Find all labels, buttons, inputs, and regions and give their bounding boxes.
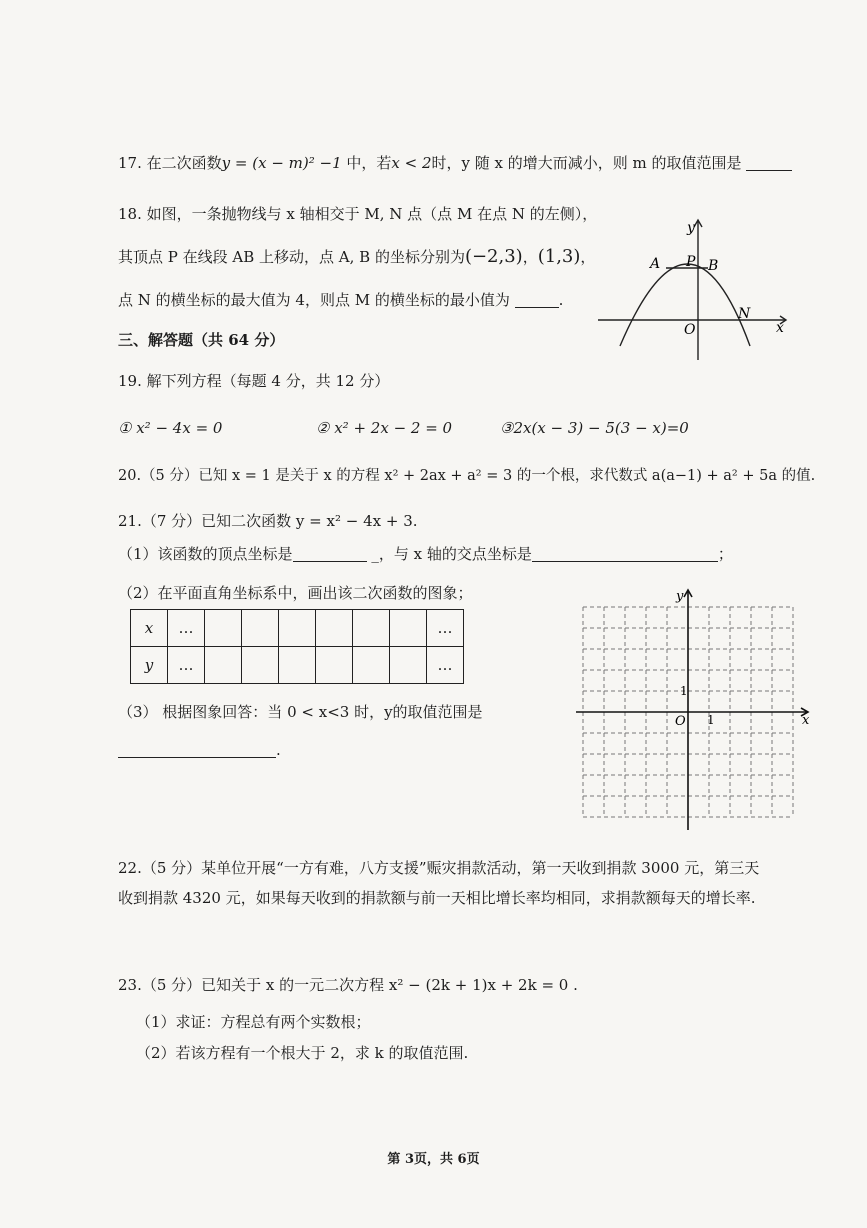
q18-line3 xyxy=(118,290,563,310)
q21-range-blank xyxy=(118,743,276,758)
q21-part2: （2）在平面直角坐标系中，画出该二次函数的图象； xyxy=(118,584,473,602)
section-3-title: 三、解答题（共 64 分） xyxy=(118,331,285,349)
q21-part1-c: ； xyxy=(717,545,733,563)
grid-tick-1-y: 1 xyxy=(680,684,688,698)
q18-coord-a: (−2,3) xyxy=(464,246,523,267)
q21-intersection-blank xyxy=(532,547,718,562)
page-footer: 第 3页，共 6页 xyxy=(387,1152,480,1167)
fig18-label-y: y xyxy=(687,220,695,236)
q17-text-a: 在二次函数 xyxy=(146,154,222,172)
q23-part2: （2）若该方程有一个根大于 2，求 k 的取值范围. xyxy=(136,1044,469,1062)
q18-separator: ， xyxy=(522,248,538,266)
table-cell[interactable] xyxy=(390,610,427,647)
table-cell[interactable] xyxy=(353,647,390,684)
table-ellipsis: … xyxy=(168,610,205,647)
q22-line2: 收到捐款 4320 元，如果每天收到的捐款额与前一天相比增长率均相同，求捐款额每天的增长率. xyxy=(118,889,756,907)
q17-formula: y = (x − m)² −1 xyxy=(221,154,342,172)
q17-text-d: y 随 x 的增大而减小，则 m 的取值范围是 xyxy=(461,154,742,172)
parabola-figure xyxy=(590,212,800,362)
q21-part1 xyxy=(118,544,733,564)
q19-title: 19. 解下列方程（每题 4 分，共 12 分） xyxy=(118,372,390,390)
table-cell[interactable] xyxy=(242,610,279,647)
table-cell[interactable] xyxy=(353,610,390,647)
q21-title: 21.（7 分）已知二次函数 y = x² − 4x + 3. xyxy=(118,512,418,530)
table-cell[interactable] xyxy=(279,610,316,647)
q17-condition: x < 2 xyxy=(391,154,432,172)
q18-line1: 18. 如图，一条抛物线与 x 轴相交于 M, N 点（点 M 在点 N 的左侧）， xyxy=(118,205,598,223)
grid-label-x: x xyxy=(802,713,810,728)
table-cell[interactable] xyxy=(205,647,242,684)
table-cell[interactable] xyxy=(316,610,353,647)
fig18-label-n: N xyxy=(738,306,751,322)
q23-part1: （1）求证：方程总有两个实数根； xyxy=(136,1013,371,1031)
grid-label-y: y xyxy=(676,589,684,604)
table-cell[interactable] xyxy=(316,647,353,684)
table-cell[interactable] xyxy=(242,647,279,684)
q17-text-c: 时， xyxy=(431,154,462,172)
table-ellipsis: … xyxy=(427,647,464,684)
q19-equation-1: ① x² − 4x = 0 xyxy=(118,419,223,437)
table-header-y: y xyxy=(131,647,168,684)
q17-answer-blank xyxy=(746,156,792,171)
grid-label-o: O xyxy=(675,714,686,729)
table-cell[interactable] xyxy=(390,647,427,684)
q17-number: 17. xyxy=(118,154,142,172)
q21-part3: （3） 根据图象回答：当 0 < x<3 时，y的取值范围是 xyxy=(118,703,483,721)
q18-line3-text: 点 N 的横坐标的最大值为 4，则点 M 的横坐标的最小值为 xyxy=(118,291,510,309)
q18-coord-b: (1,3) xyxy=(537,246,581,267)
coordinate-grid xyxy=(572,584,817,834)
q18-line2b: ， xyxy=(580,248,596,266)
q22-line1: 22.（5 分）某单位开展“一方有难，八方支援”赈灾捐款活动，第一天收到捐款 3000 元，第三天 xyxy=(118,859,760,877)
q17-text-b: 中，若 xyxy=(346,154,392,172)
q23-title: 23.（5 分）已知关于 x 的一元二次方程 x² − (2k + 1)x + 2k = 0 . xyxy=(118,976,578,994)
q21-part1-b: _，与 x 轴的交点坐标是 xyxy=(371,545,532,563)
grid-tick-1-x: 1 xyxy=(707,713,715,727)
q19-equation-3: ③2x(x − 3) − 5(3 − x)=0 xyxy=(500,419,689,437)
q18-answer-blank xyxy=(515,293,559,308)
fig18-label-p: P xyxy=(686,254,696,270)
fig18-label-a: A xyxy=(650,256,661,272)
q18-line3-end: . xyxy=(558,291,564,309)
fig18-label-o: O xyxy=(684,322,696,338)
q20-text: 20.（5 分）已知 x = 1 是关于 x 的方程 x² + 2ax + a² = 3 的一个根，求代数式 a(a−1) + a² + 5a 的值. xyxy=(118,468,816,484)
question-17 xyxy=(118,153,792,173)
table-header-x: x xyxy=(131,610,168,647)
table-row-x xyxy=(131,610,464,647)
table-ellipsis: … xyxy=(168,647,205,684)
q19-equation-2: ② x² + 2x − 2 = 0 xyxy=(316,419,453,437)
table-ellipsis: … xyxy=(427,610,464,647)
q21-vertex-blank xyxy=(293,547,367,562)
table-cell[interactable] xyxy=(279,647,316,684)
fig18-label-b: B xyxy=(708,258,719,274)
value-table xyxy=(130,609,464,684)
table-row-y xyxy=(131,647,464,684)
table-cell[interactable] xyxy=(205,610,242,647)
q18-line2a: 其顶点 P 在线段 AB 上移动，点 A, B 的坐标分别为 xyxy=(118,248,465,266)
q21-part3-end: . xyxy=(276,741,281,759)
fig18-label-x: x xyxy=(776,320,784,336)
q21-part1-a: （1）该函数的顶点坐标是 xyxy=(118,545,293,563)
q21-part3-answer xyxy=(118,740,281,760)
q18-line2 xyxy=(118,247,595,267)
